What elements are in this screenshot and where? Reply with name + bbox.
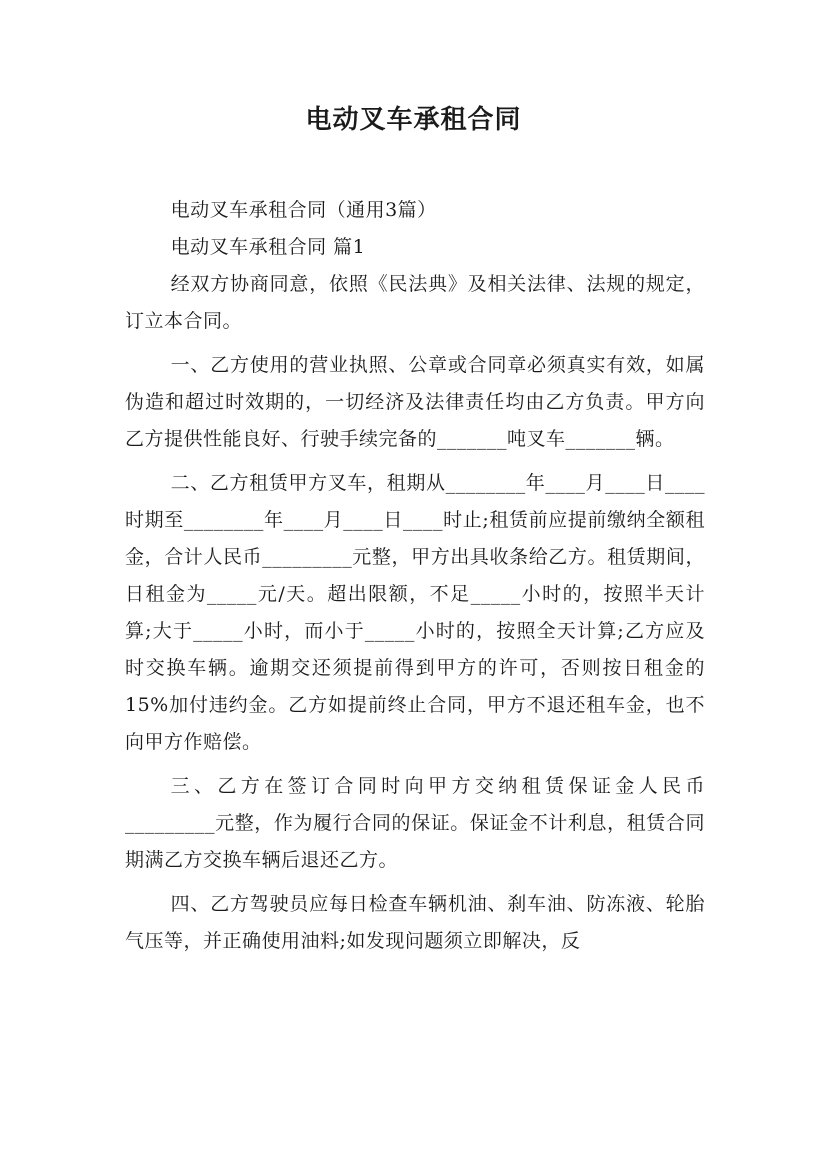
section-heading: 电动叉车承租合同 篇1	[170, 236, 366, 258]
paragraph-clause-2: 二、乙方租赁甲方叉车，租期从________年____月____日____时期至________年____月____日____时止;租赁前应提前缴纳全额租金，合计人民币_________元整，甲方出具收条给乙方。租赁期间，日租金为_____元/天。超出限额，不足_____小时的，按照半天计算;大于_____小时，而小于_____小时的，按照全天计算;乙方应及时交换车辆。逾期交还须提前得到甲方的许可，否则按日租金的15%加付违约金。乙方如提前终止合同，甲方不退还租车金，也不向甲方作赔偿。	[125, 472, 705, 753]
paragraph-clause-4: 四、乙方驾驶员应每日检查车辆机油、刹车油、防冻液、轮胎气压等，并正确使用油料;如发现问题须立即解决，反	[125, 893, 705, 952]
subtitle-line: 电动叉车承租合同（通用3篇）	[170, 199, 437, 221]
paragraph-clause-3: 三、乙方在签订合同时向甲方交纳租赁保证金人民币_________元整，作为履行合同的保证。保证金不计利息，租赁合同期满乙方交换车辆后退还乙方。	[125, 775, 705, 871]
document-body	[125, 192, 705, 960]
paragraph-preamble: 经双方协商同意，依照《民法典》及相关法律、法规的规定，订立本合同。	[125, 273, 705, 332]
document-title: 电动叉车承租合同	[305, 105, 522, 135]
paragraph-clause-1: 一、乙方使用的营业执照、公章或合同章必须真实有效，如属伪造和超过时效期的，一切经济及法律责任均由乙方负责。甲方向乙方提供性能良好、行驶手续完备的_______吨叉车_______辆。	[125, 354, 705, 450]
